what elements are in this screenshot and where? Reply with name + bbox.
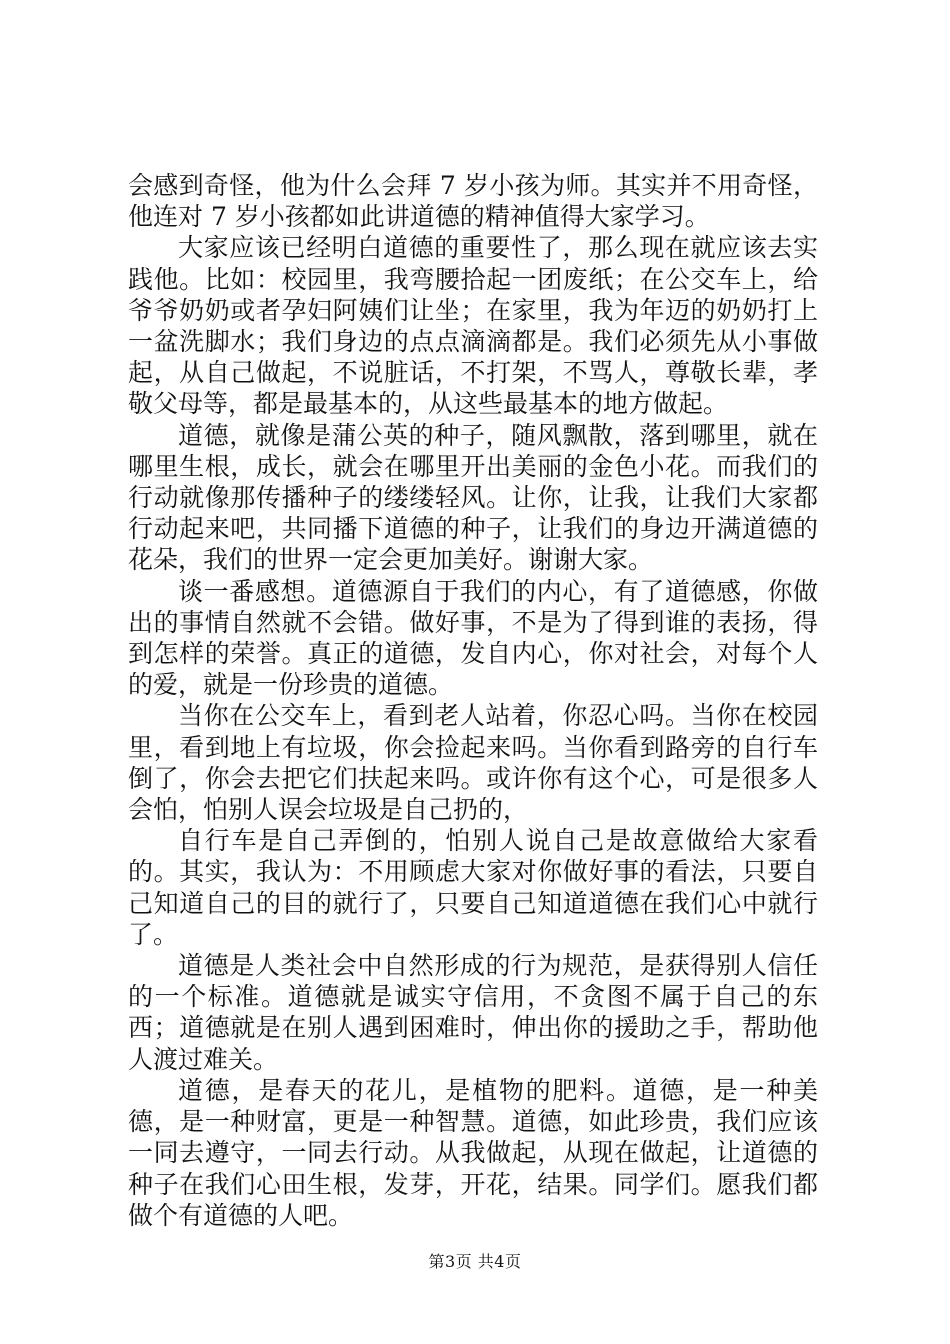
page-footer bbox=[0, 1249, 950, 1272]
page-number-label: 第3页 共4页 bbox=[428, 1252, 522, 1271]
paragraph-2: 大家应该已经明白道德的重要性了，那么现在就应该去实践他。比如：校园里，我弯腰拾起一团废纸；在公交车上，给爷爷奶奶或者孕妇阿姨们让坐；在家里，我为年迈的奶奶打上一盆洗脚水；我们身边的点点滴滴都是。我们必须先从小事做起，从自己做起，不说脏话，不打架，不骂人，尊敬长辈，孝敬父母等，都是最基本的，从这些最基本的地方做起。 bbox=[128, 233, 818, 419]
paragraph-5: 当你在公交车上，看到老人站着，你忍心吗。当你在校园里，看到地上有垃圾，你会捡起来吗。当你看到路旁的自行车倒了，你会去把它们扶起来吗。或许你有这个心，可是很多人会怕，怕别人误会垃圾是自己扔的， bbox=[128, 701, 818, 825]
paragraph-6: 自行车是自己弄倒的，怕别人说自己是故意做给大家看的。其实，我认为：不用顾虑大家对你做好事的看法，只要自己知道自己的目的就行了，只要自己知道道德在我们心中就行了。 bbox=[128, 826, 818, 949]
paragraph-1: 会感到奇怪，他为什么会拜 7 岁小孩为师。其实并不用奇怪，他连对 7 岁小孩都如此讲道德的精神值得大家学习。 bbox=[128, 171, 818, 232]
paragraph-8: 道德，是春天的花儿，是植物的肥料。道德，是一种美德，是一种财富，更是一种智慧。道德，如此珍贵，我们应该一同去遵守，一同去行动。从我做起，从现在做起，让道德的种子在我们心田生根，发芽，开花，结果。同学们。愿我们都做个有道德的人吧。 bbox=[128, 1075, 818, 1230]
paragraph-3: 道德，就像是蒲公英的种子，随风飘散，落到哪里，就在哪里生根，成长，就会在哪里开出美丽的金色小花。而我们的行动就像那传播种子的缕缕轻风。让你，让我，让我们大家都行动起来吧，共同播下道德的种子，让我们的身边开满道德的花朵，我们的世界一定会更加美好。谢谢大家。 bbox=[128, 420, 818, 575]
paragraph-7: 道德是人类社会中自然形成的行为规范，是获得别人信任的一个标准。道德就是诚实守信用，不贪图不属于自己的东西；道德就是在别人遇到困难时，伸出你的援助之手，帮助他人渡过难关。 bbox=[128, 951, 818, 1074]
paragraph-4: 谈一番感想。道德源自于我们的内心，有了道德感，你做出的事情自然就不会错。做好事，不是为了得到谁的表扬，得到怎样的荣誉。真正的道德，发自内心，你对社会，对每个人的爱，就是一份珍贵的道德。 bbox=[128, 576, 818, 700]
document-body bbox=[128, 170, 818, 1231]
